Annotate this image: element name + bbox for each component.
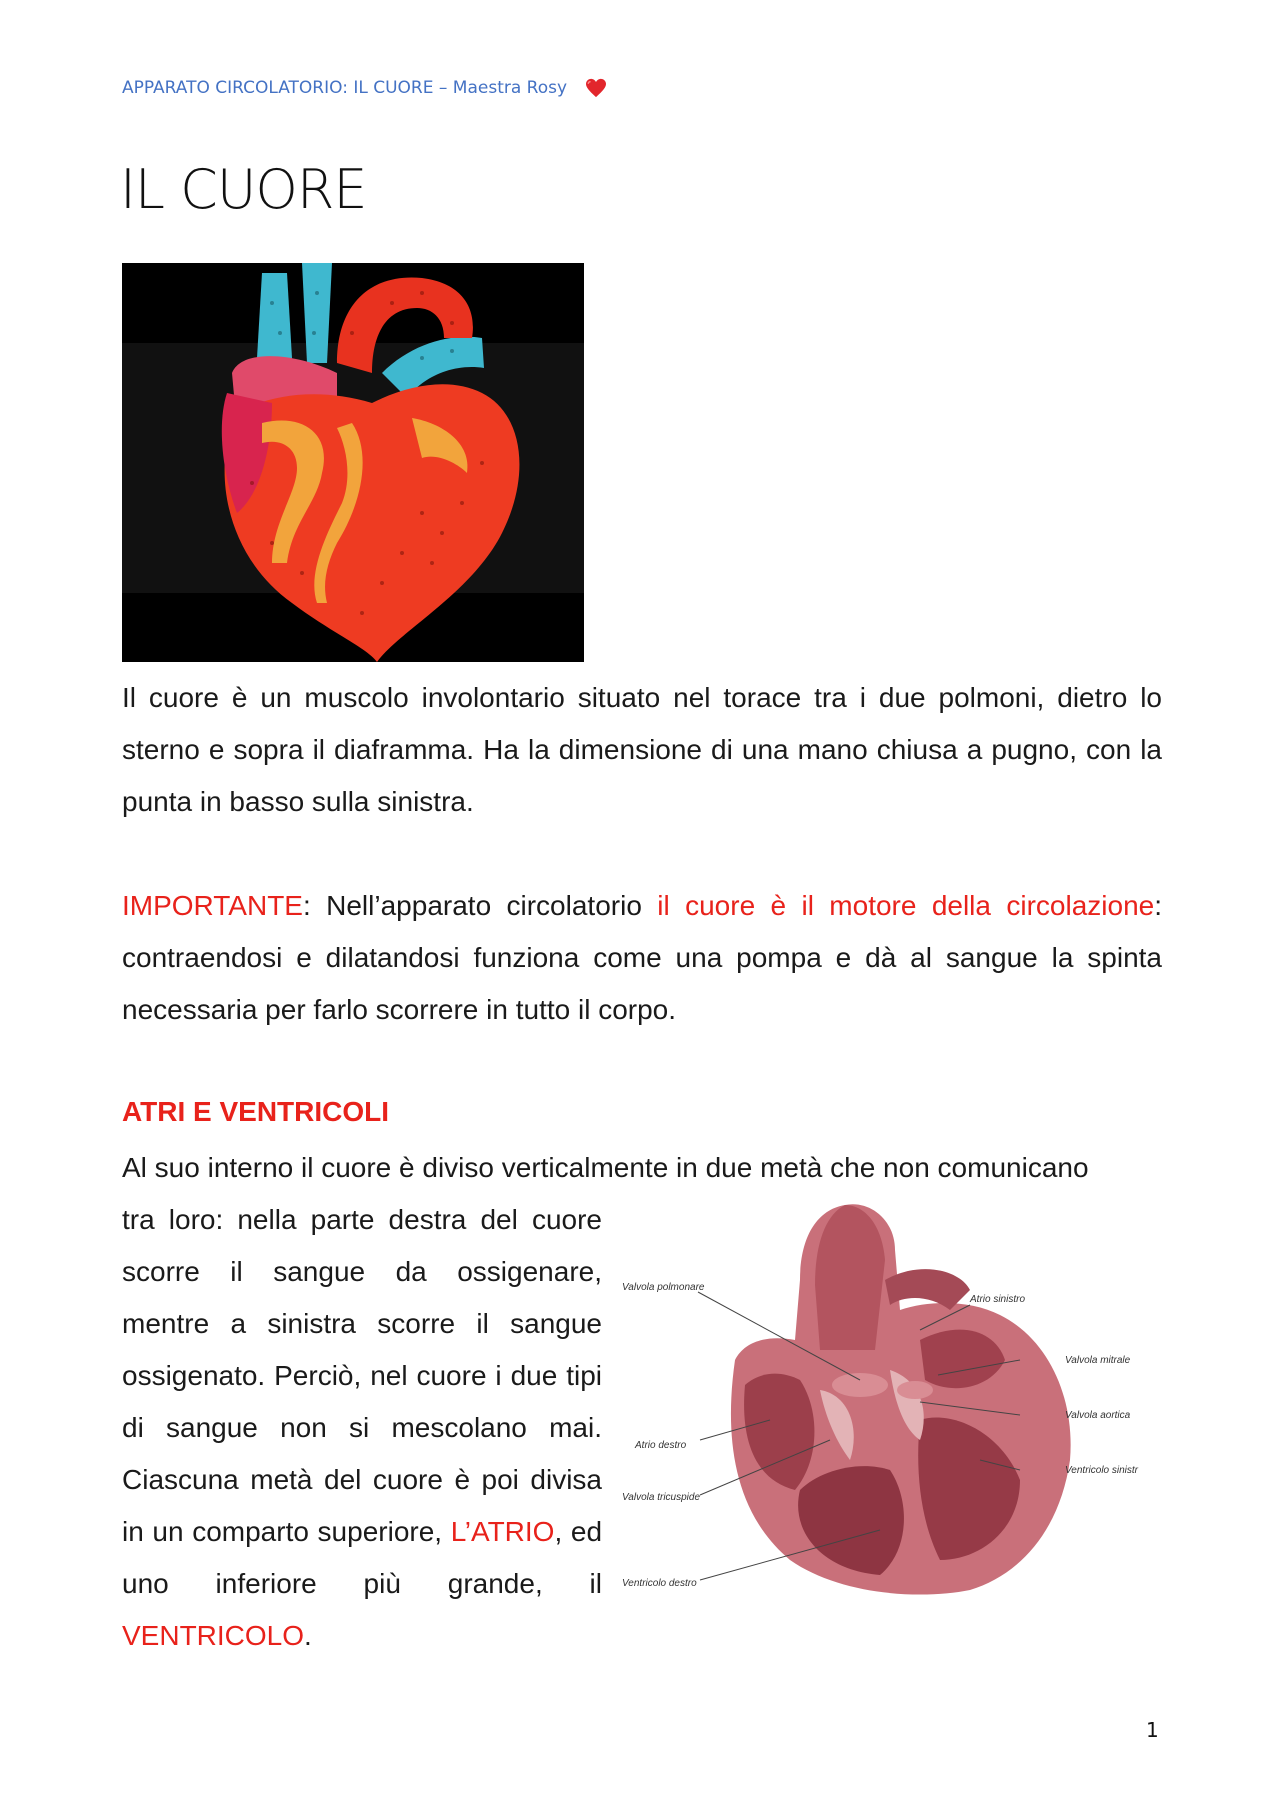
section-title: ATRI E VENTRICOLI: [122, 1096, 390, 1127]
heart-icon: [585, 78, 607, 98]
important-text-b: : contraendosi e dilatandosi funziona come una pompa e dà al sangue la spinta necessaria per farlo scorrere in tutto il corpo.: [122, 890, 1162, 1025]
ventricolo-term: VENTRICOLO: [122, 1620, 305, 1651]
header-text: APPARATO CIRCOLATORIO: IL CUORE – Maestra Rosy: [122, 78, 568, 98]
intro-paragraph: Il cuore è un muscolo involontario situato nel torace tra i due polmoni, dietro lo sterno e sopra il diaframma. Ha la dimensione di una mano chiusa a pugno, con la punta in basso sulla sinistra.: [122, 682, 1162, 817]
important-label: IMPORTANTE: [122, 890, 303, 921]
page-number: 1: [1146, 1718, 1159, 1742]
label-valvola-mitrale: Valvola mitrale: [1065, 1355, 1131, 1366]
important-text-a: : Nell’apparato circolatorio: [302, 890, 658, 921]
label-ventricolo-sinistro: Ventricolo sinistr: [1065, 1465, 1138, 1476]
label-valvola-tricuspide: Valvola tricuspide: [622, 1492, 701, 1503]
section-first-line: Al suo interno il cuore è diviso verticalmente in due metà che non comunicano: [122, 1152, 1089, 1183]
heart-anatomy-diagram: [620, 1190, 1150, 1615]
label-ventricolo-destro: Ventricolo destro: [622, 1578, 697, 1589]
heart-illustration: [122, 263, 584, 662]
important-highlight: il cuore è il motore della circolazione: [657, 890, 1155, 921]
page-header: [122, 78, 607, 98]
important-paragraph: [122, 880, 1162, 1036]
label-valvola-aortica: Valvola aortica: [1065, 1410, 1131, 1421]
label-valvola-polmonare: Valvola polmonare: [622, 1282, 705, 1293]
section-body-c: .: [304, 1620, 312, 1651]
heart-anatomy-graphic: [620, 1190, 1150, 1615]
heart-illustration-graphic: [122, 263, 584, 662]
section-body-a: tra loro: nella parte destra del cuore scorre il sangue da ossigenare, mentre a sinistra scorre il sangue ossigenato. Perciò, nel cuore i due tipi di sangue non si mescolano mai. Ciascuna metà del cuore è poi divisa in un comparto superiore,: [122, 1204, 602, 1547]
atrio-term: L’ATRIO: [450, 1516, 555, 1547]
page-title: IL CUORE: [120, 158, 367, 221]
label-atrio-destro: Atrio destro: [635, 1440, 687, 1451]
section-body-b: , ed uno inferiore più grande, il: [122, 1516, 603, 1599]
label-atrio-sinistro: Atrio sinistro: [970, 1294, 1026, 1305]
section-body: [122, 1194, 602, 1662]
